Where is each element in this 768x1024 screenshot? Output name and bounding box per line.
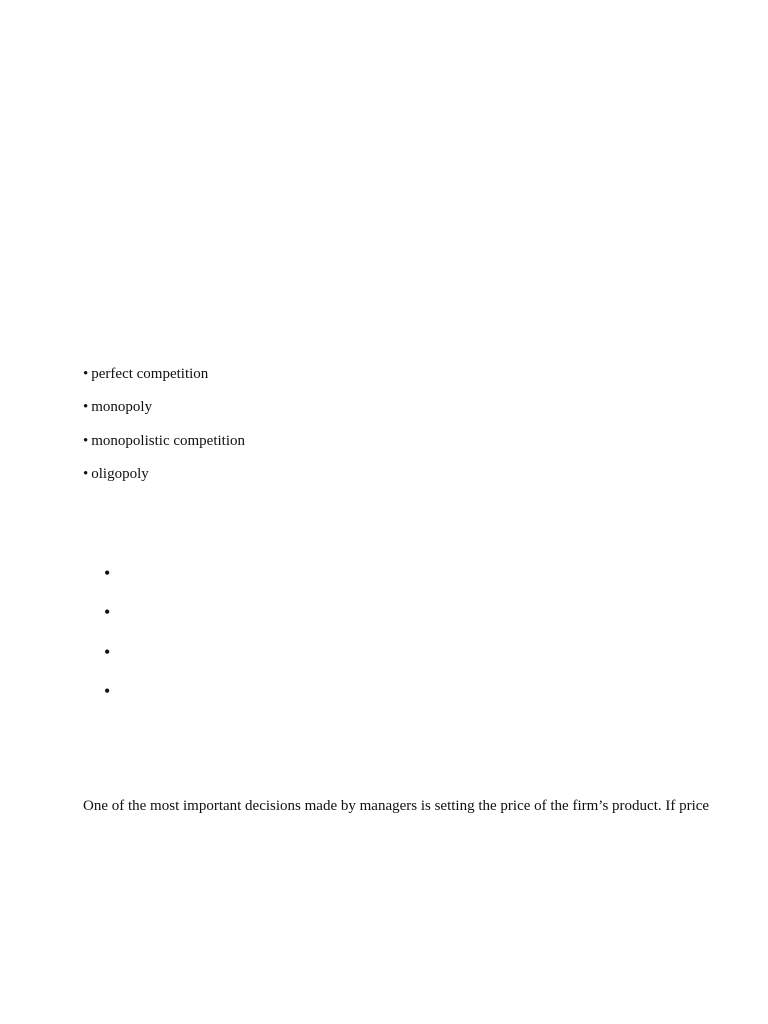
bullet: • bbox=[83, 366, 89, 382]
body-paragraph: One of the most important decisions made by managers is setting the price of the firm’s product. If price bbox=[83, 798, 710, 814]
list-item-monopolistic-competition bbox=[83, 431, 245, 451]
list-item-text: perfect competition bbox=[91, 366, 209, 382]
list-item-text: monopolistic competition bbox=[91, 432, 246, 449]
list-item-perfect-competition bbox=[83, 364, 245, 384]
bullet: • bbox=[83, 399, 89, 416]
list-item-oligopoly bbox=[83, 464, 245, 484]
list-item-monopoly bbox=[83, 397, 245, 417]
list-item-text: oligopoly bbox=[91, 465, 149, 482]
empty-bullet-item: • bbox=[104, 641, 111, 662]
empty-bullet-item: • bbox=[104, 563, 111, 583]
empty-bullet-list bbox=[104, 562, 110, 719]
bullet: • bbox=[83, 432, 89, 449]
empty-bullet-item: • bbox=[104, 602, 111, 623]
list-item-text: monopoly bbox=[91, 399, 153, 416]
empty-bullet-item: • bbox=[104, 680, 111, 701]
market-structures-list bbox=[83, 364, 245, 497]
bullet: • bbox=[83, 465, 89, 482]
